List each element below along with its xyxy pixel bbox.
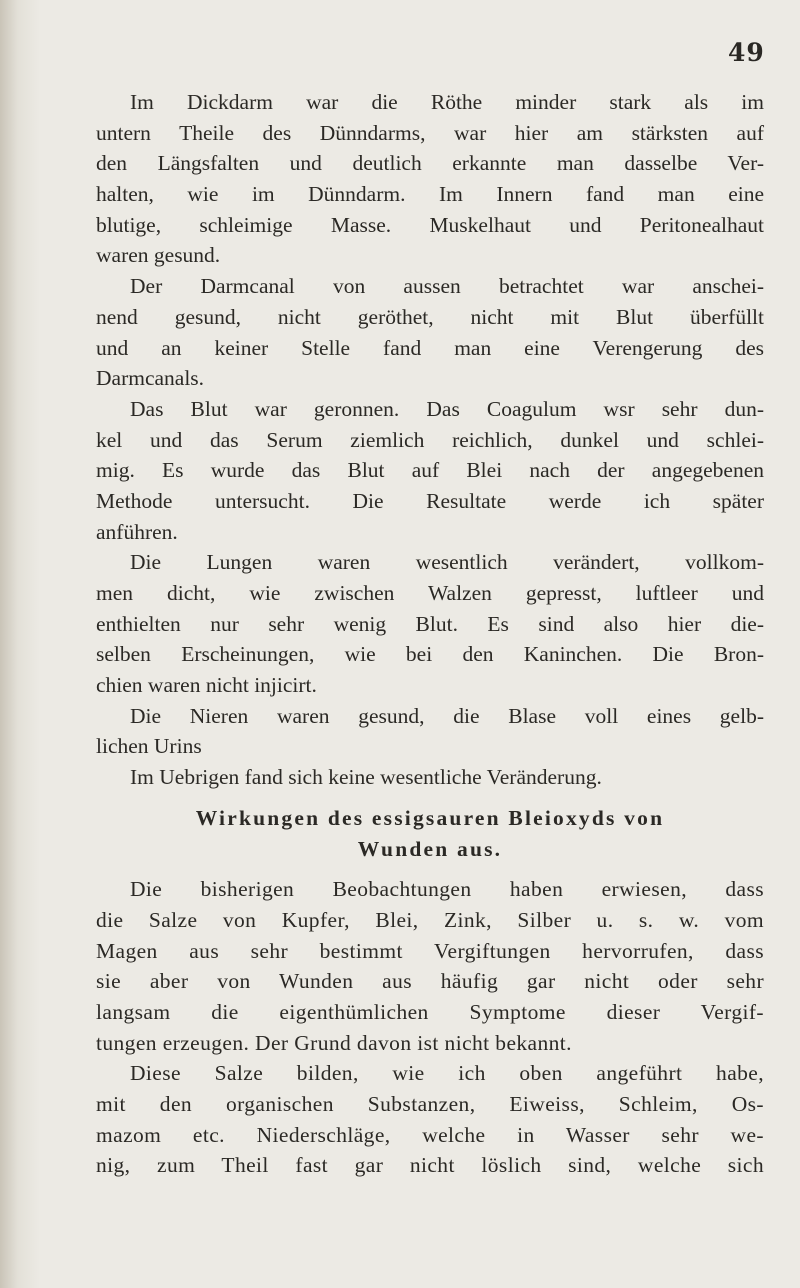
section-heading bbox=[96, 803, 764, 864]
paragraph bbox=[96, 762, 764, 793]
text-line: mig. Es wurde das Blut auf Blei nach der angegebenen bbox=[96, 458, 764, 483]
text-line: mazom etc. Niederschläge, welche in Wasser sehr we- bbox=[96, 1122, 764, 1147]
text-line: Der Darmcanal von aussen betrachtet war anschei- bbox=[130, 274, 764, 299]
section-body bbox=[96, 874, 764, 1181]
text-line: Darmcanals. bbox=[96, 366, 205, 391]
text-line: Die bisherigen Beobachtungen haben erwiesen, dass bbox=[130, 877, 764, 902]
text-line: anführen. bbox=[96, 519, 178, 544]
text-line: halten, wie im Dünndarm. Im Innern fand man eine bbox=[96, 182, 764, 207]
text-line: blutige, schleimige Masse. Muskelhaut und Peritonealhaut bbox=[96, 212, 764, 237]
text-line: chien waren nicht injicirt. bbox=[96, 673, 317, 698]
text-line: nig, zum Theil fast gar nicht löslich sind, welche sich bbox=[96, 1153, 764, 1178]
text-line: Die Lungen waren wesentlich verändert, vollkom- bbox=[130, 550, 764, 575]
heading-line: Wirkungen des essigsauren Bleioxyds von bbox=[195, 805, 665, 830]
text-line: die Salze von Kupfer, Blei, Zink, Silber u. s. w. vom bbox=[96, 907, 764, 932]
heading-line: Wunden aus. bbox=[357, 836, 503, 861]
text-line: nend gesund, nicht geröthet, nicht mit Blut überfüllt bbox=[96, 304, 764, 329]
text-line: Im Uebrigen fand sich keine wesentliche Veränderung. bbox=[130, 765, 602, 790]
text-line: den Längsfalten und deutlich erkannte man dasselbe Ver- bbox=[96, 151, 764, 176]
paragraph bbox=[96, 701, 764, 762]
text-line: Diese Salze bilden, wie ich oben angeführt habe, bbox=[130, 1061, 764, 1086]
text-line: langsam die eigenthümlichen Symptome dieser Vergif- bbox=[96, 999, 764, 1024]
paragraph bbox=[96, 271, 764, 394]
paragraph bbox=[96, 394, 764, 547]
text-line: lichen Urins bbox=[96, 734, 202, 759]
text-line: men dicht, wie zwischen Walzen gepresst, luftleer und bbox=[96, 581, 764, 605]
text-line: enthielten nur sehr wenig Blut. Es sind also hier die- bbox=[96, 611, 764, 636]
text-line: Das Blut war geronnen. Das Coagulum wsr sehr dun- bbox=[130, 396, 764, 421]
paragraph bbox=[96, 87, 764, 271]
spacer bbox=[96, 864, 764, 874]
text-line: Im Dickdarm war die Röthe minder stark als im bbox=[130, 90, 764, 114]
text-line: Die Nieren waren gesund, die Blase voll eines gelb- bbox=[130, 703, 764, 728]
text-line: selben Erscheinungen, wie bei den Kaninchen. Die Bron- bbox=[96, 642, 764, 667]
text-line: kel und das Serum ziemlich reichlich, dunkel und schlei- bbox=[96, 427, 764, 452]
paragraph bbox=[96, 1058, 764, 1181]
text-line: Magen aus sehr bestimmt Vergiftungen hervorrufen, dass bbox=[96, 938, 764, 963]
text-line: sie aber von Wunden aus häufig gar nicht oder sehr bbox=[96, 969, 764, 994]
text-line: waren gesund. bbox=[96, 243, 221, 268]
text-line: mit den organischen Substanzen, Eiweiss, Schleim, Os- bbox=[96, 1092, 764, 1116]
text-line: untern Theile des Dünndarms, war hier am stärksten auf bbox=[96, 120, 764, 145]
text-line: tungen erzeugen. Der Grund davon ist nicht bekannt. bbox=[96, 1030, 572, 1055]
text-line: und an keiner Stelle fand man eine Verengerung des bbox=[96, 335, 764, 360]
page-number: 49 bbox=[728, 38, 765, 67]
text-line: Methode untersucht. Die Resultate werde ich später bbox=[96, 488, 764, 513]
spacer bbox=[96, 793, 764, 803]
paragraph bbox=[96, 547, 764, 700]
body-text bbox=[96, 87, 764, 1181]
paragraph bbox=[96, 874, 764, 1058]
